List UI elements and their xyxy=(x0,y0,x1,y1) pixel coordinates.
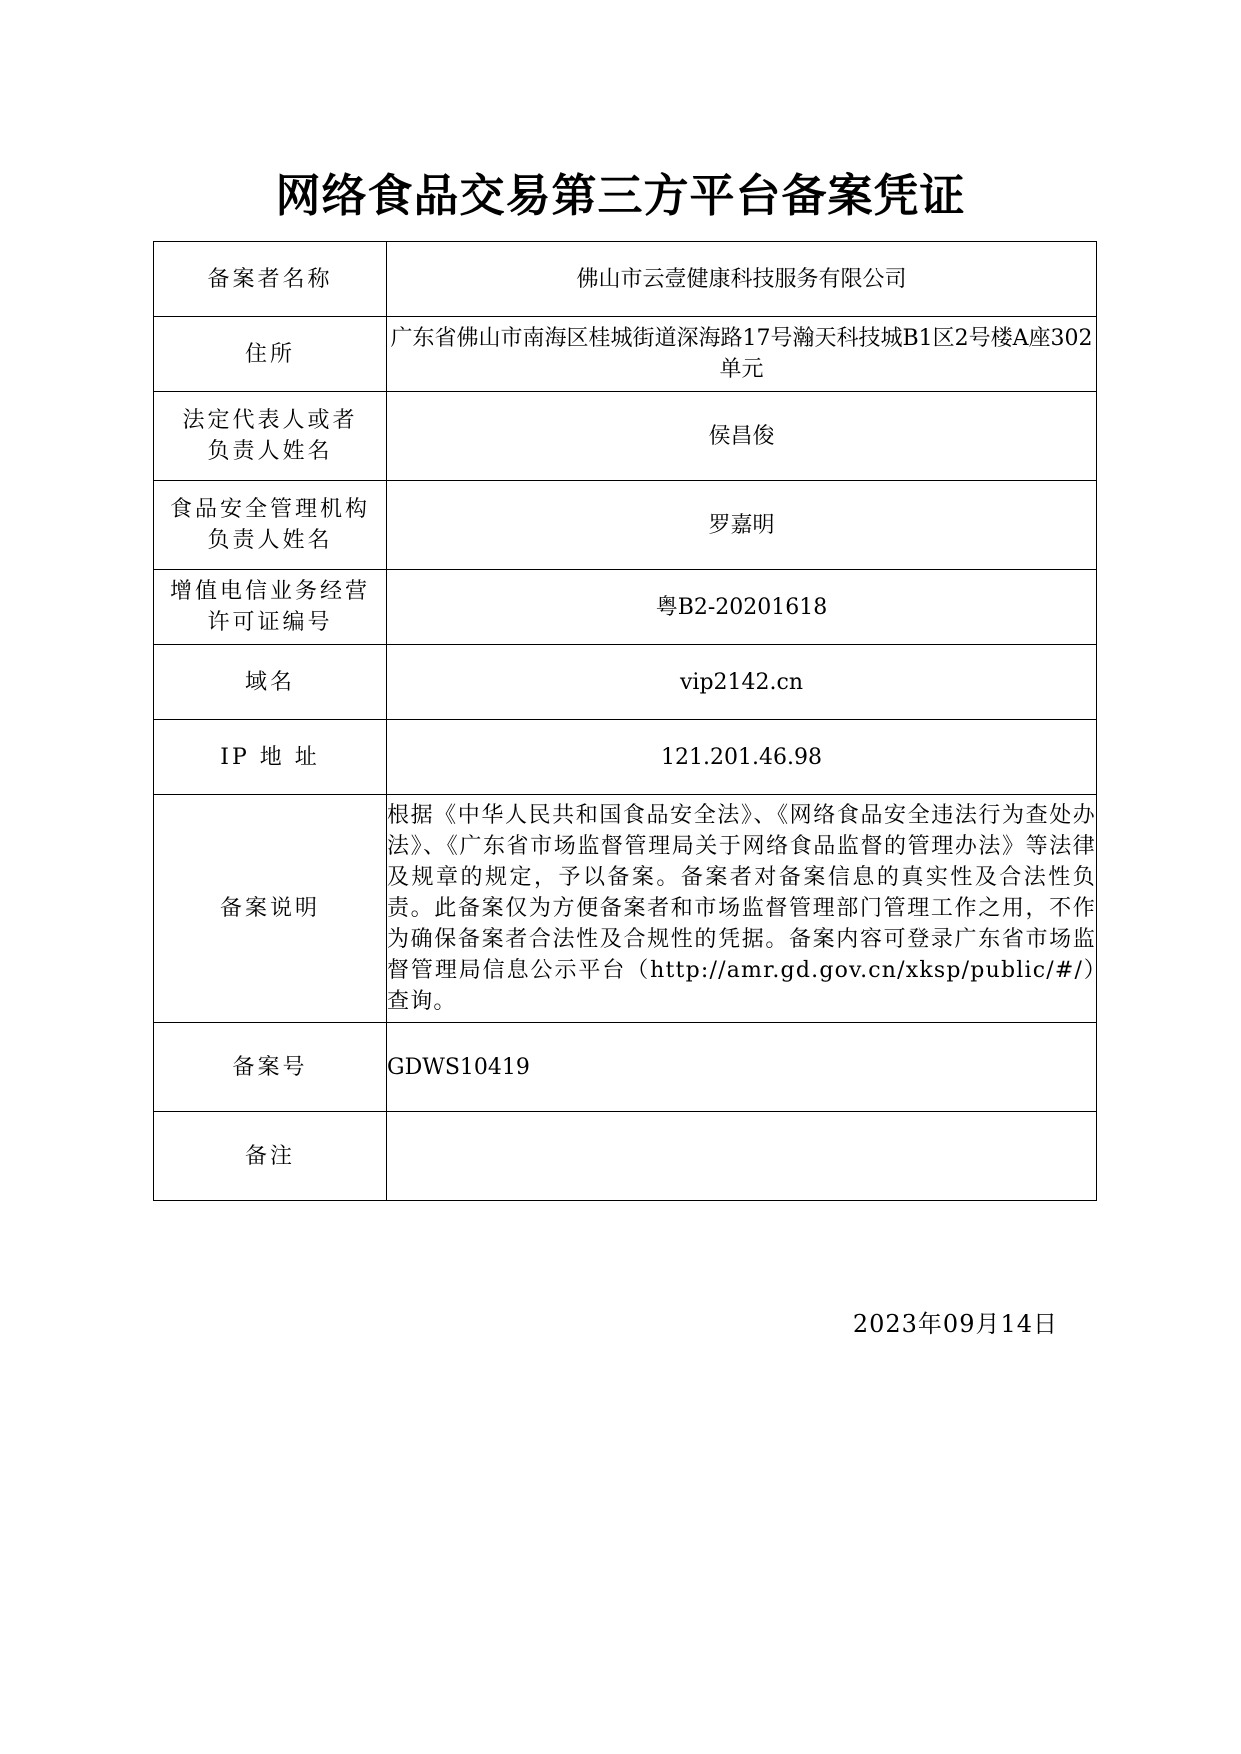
filer-name-value: 佛山市云壹健康科技服务有限公司 xyxy=(387,242,1097,317)
remarks-label: 备注 xyxy=(154,1112,387,1201)
filing-record-table xyxy=(153,241,1097,1201)
row-food-safety-head xyxy=(154,481,1097,570)
row-remarks xyxy=(154,1112,1097,1201)
legal-rep-value: 侯昌俊 xyxy=(387,392,1097,481)
domain-value: vip2142.cn xyxy=(387,645,1097,720)
row-legal-rep xyxy=(154,392,1097,481)
ip-address-label: IP 地 址 xyxy=(154,720,387,795)
filing-notes-label: 备案说明 xyxy=(154,795,387,1023)
food-safety-head-value: 罗嘉明 xyxy=(387,481,1097,570)
remarks-value xyxy=(387,1112,1097,1201)
legal-rep-label: 法定代表人或者负责人姓名 xyxy=(154,392,387,481)
row-telecom-license xyxy=(154,570,1097,645)
address-label: 住所 xyxy=(154,317,387,392)
filing-number-value: GDWS10419 xyxy=(387,1023,1097,1112)
issue-date: 2023年09月14日 xyxy=(852,1310,1058,1338)
row-address xyxy=(154,317,1097,392)
filing-number-label: 备案号 xyxy=(154,1023,387,1112)
document-title: 网络食品交易第三方平台备案凭证 xyxy=(275,169,966,222)
domain-label: 域名 xyxy=(154,645,387,720)
filing-notes-value: 根据《中华人民共和国食品安全法》、《网络食品安全违法行为查处办法》、《广东省市场监督管理局关于网络食品监督的管理办法》等法律及规章的规定，予以备案。备案者对备案信息的真实性及合法性负责。此备案仅为方便备案者和市场监督管理部门管理工作之用，不作为确保备案者合法性及合规性的凭据。备案内容可登录广东省市场监督管理局信息公示平台（http://amr.gd.gov.cn/xksp/public/#/）查询。 xyxy=(387,795,1097,1023)
row-domain xyxy=(154,645,1097,720)
telecom-license-label: 增值电信业务经营许可证编号 xyxy=(154,570,387,645)
address-value: 广东省佛山市南海区桂城街道深海路17号瀚天科技城B1区2号楼A座302单元 xyxy=(387,317,1097,392)
row-filing-notes xyxy=(154,795,1097,1023)
food-safety-head-label: 食品安全管理机构负责人姓名 xyxy=(154,481,387,570)
filer-name-label: 备案者名称 xyxy=(154,242,387,317)
row-filing-number xyxy=(154,1023,1097,1112)
row-filer-name xyxy=(154,242,1097,317)
row-ip-address xyxy=(154,720,1097,795)
telecom-license-value: 粤B2-20201618 xyxy=(387,570,1097,645)
ip-address-value: 121.201.46.98 xyxy=(387,720,1097,795)
